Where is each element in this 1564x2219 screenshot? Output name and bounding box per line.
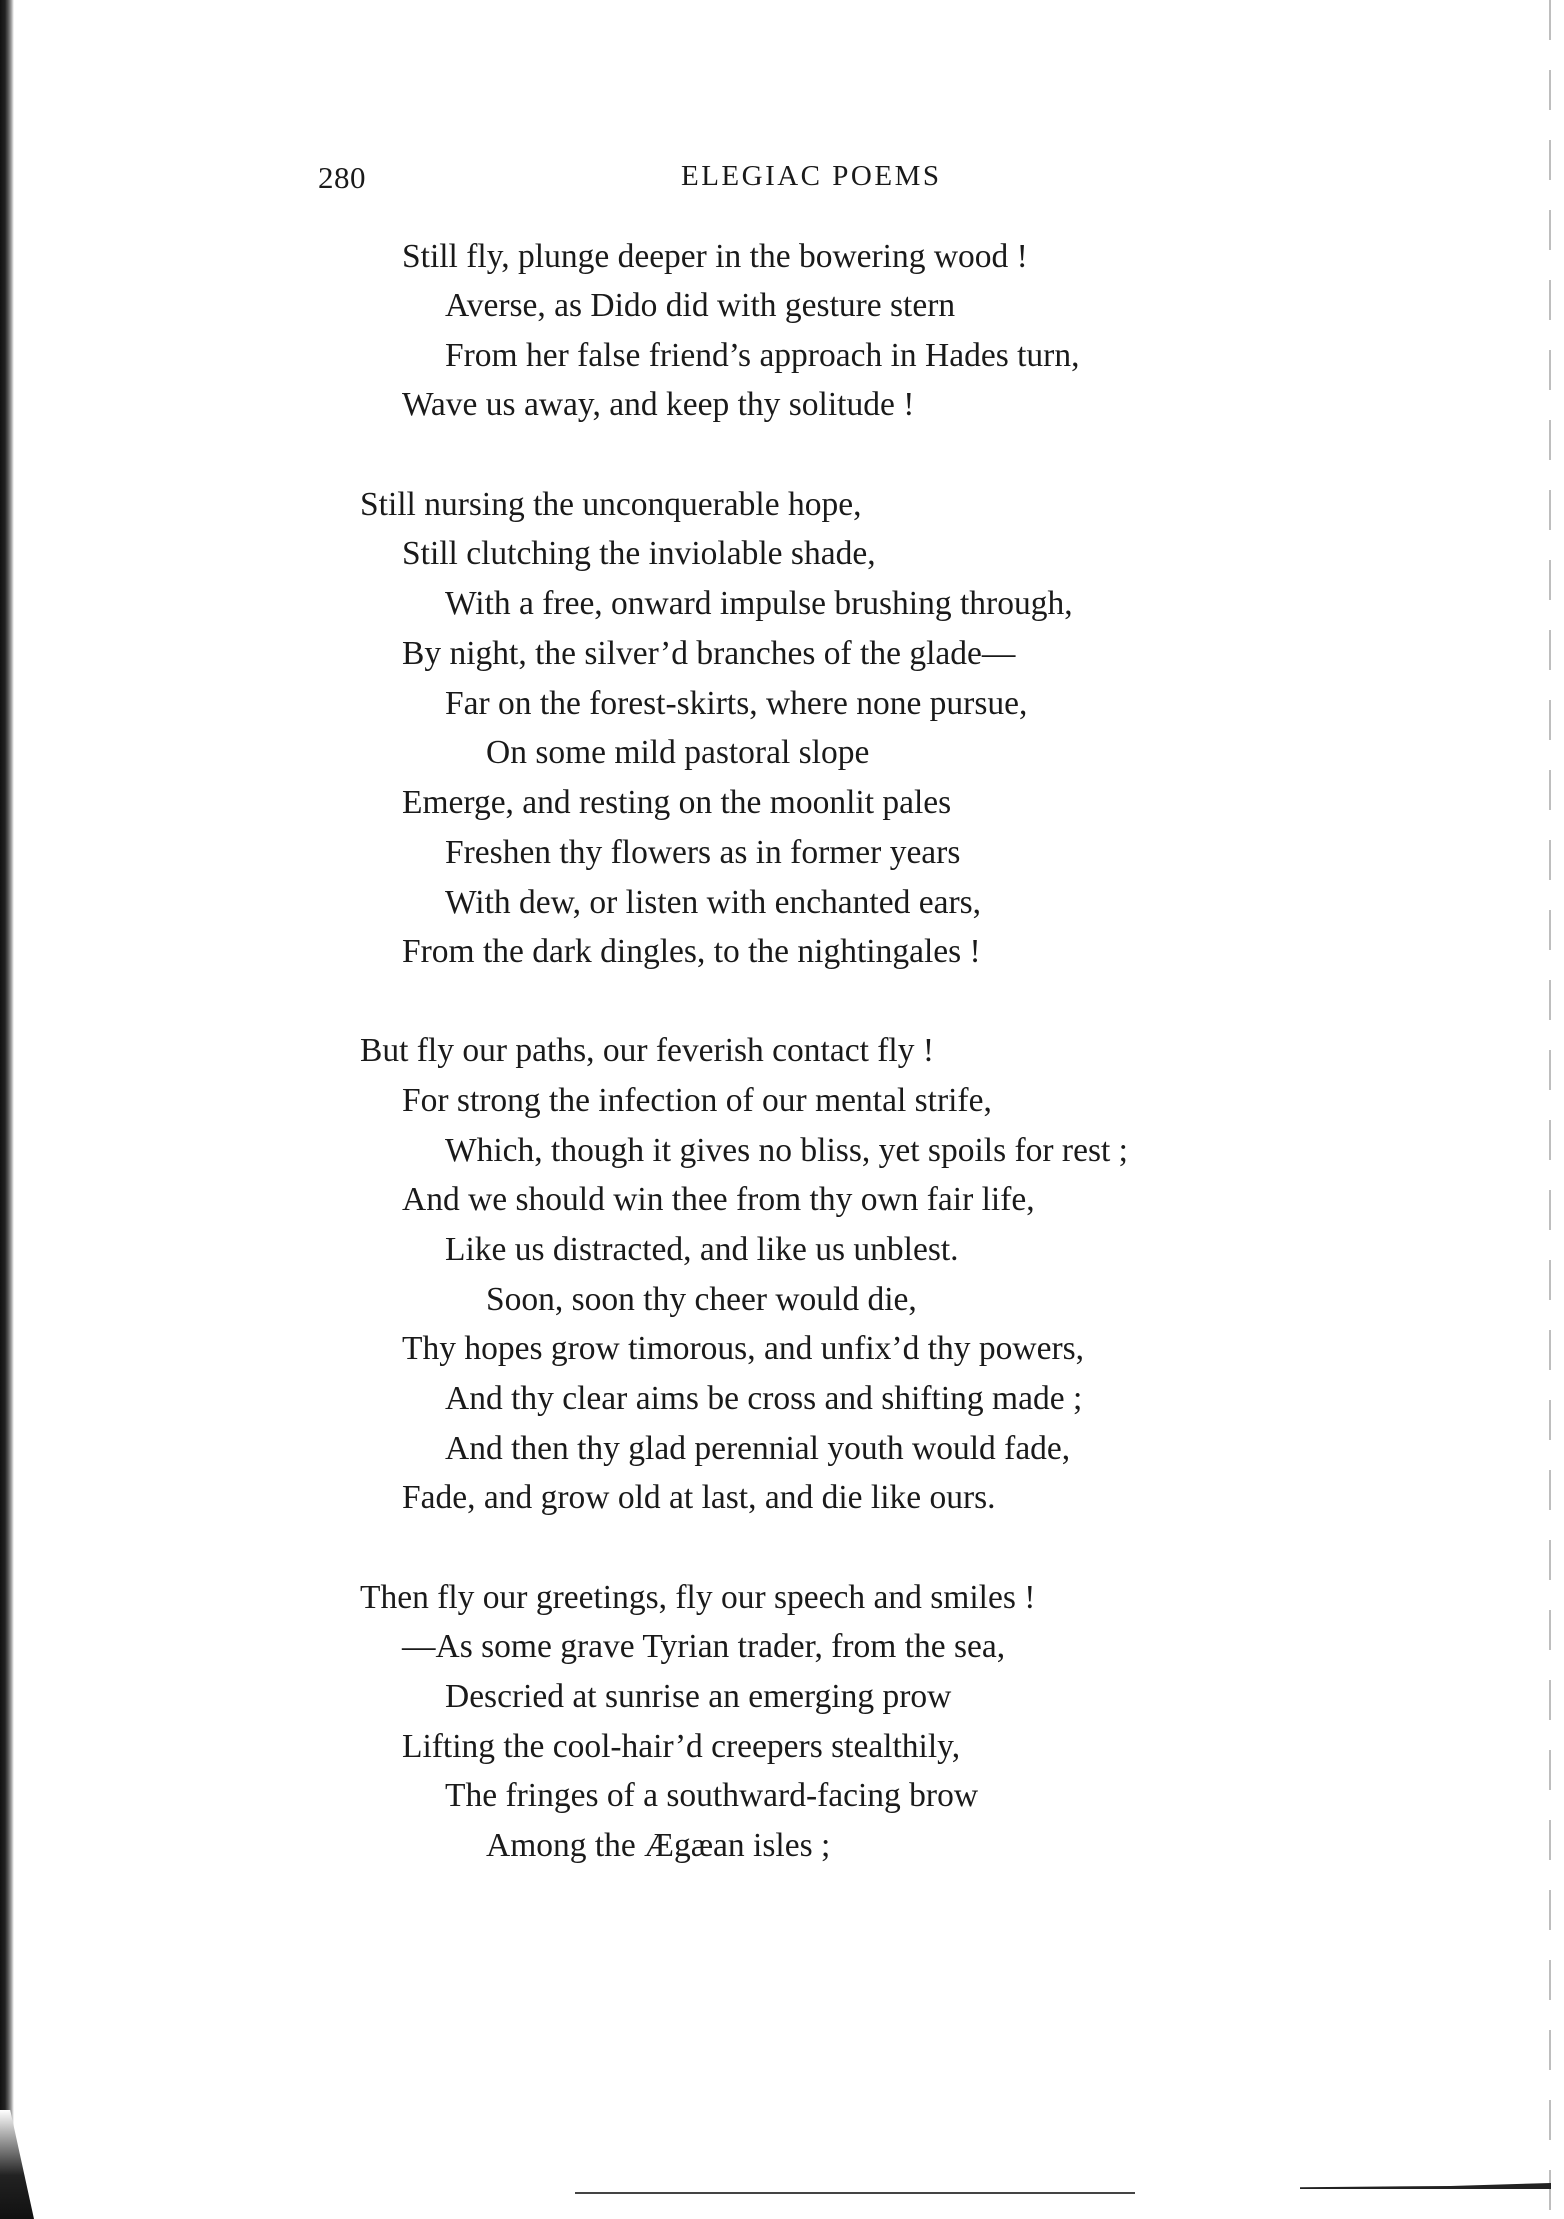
page-binding-shadow [0, 2110, 34, 2219]
poem-line: The fringes of a southward-facing brow [445, 1777, 979, 1814]
page-binding-edge [0, 0, 14, 2219]
poem-line: Like us distracted, and like us unblest. [445, 1231, 959, 1268]
poem-line: And then thy glad perennial youth would fade, [445, 1430, 1071, 1467]
page-number: 280 [318, 160, 366, 195]
poem-line: Which, though it gives no bliss, yet spoils for rest ; [445, 1132, 1128, 1169]
page-corner-shadow [1300, 2183, 1551, 2189]
poem-line: On some mild pastoral slope [486, 734, 870, 771]
running-title: ELEGIAC POEMS [681, 160, 942, 192]
poem-line: From the dark dingles, to the nightingales ! [402, 933, 981, 970]
poem-line: Then fly our greetings, fly our speech and smiles ! [360, 1579, 1036, 1616]
poem-line: Far on the forest-skirts, where none pursue, [445, 685, 1028, 722]
poem-line: For strong the infection of our mental strife, [402, 1082, 992, 1119]
poem-line: But fly our paths, our feverish contact fly ! [360, 1032, 934, 1069]
poem-line: Lifting the cool-hair’d creepers stealthily, [402, 1728, 961, 1765]
poem-line: Soon, soon thy cheer would die, [486, 1281, 917, 1318]
page-bottom-rule [575, 2192, 1135, 2194]
poem-line: Fade, and grow old at last, and die like ours. [402, 1479, 996, 1516]
poem-line: Descried at sunrise an emerging prow [445, 1678, 952, 1715]
poem-line: Still fly, plunge deeper in the bowering wood ! [402, 238, 1028, 275]
poem-line: Still clutching the inviolable shade, [402, 535, 876, 572]
poem-line: Emerge, and resting on the moonlit pales [402, 784, 952, 821]
poem-line: From her false friend’s approach in Hades turn, [445, 337, 1080, 374]
poem-line: Thy hopes grow timorous, and unfix’d thy powers, [402, 1330, 1085, 1367]
poem-line: With a free, onward impulse brushing through, [445, 585, 1073, 622]
poem-line: Still nursing the unconquerable hope, [360, 486, 862, 523]
poem-line: Among the Ægæan isles ; [486, 1827, 831, 1864]
running-head [0, 160, 1564, 200]
poem-line: Wave us away, and keep thy solitude ! [402, 386, 915, 423]
poem-line: Averse, as Dido did with gesture stern [445, 287, 956, 324]
poem-line: And we should win thee from thy own fair life, [402, 1181, 1035, 1218]
poem-line: By night, the silver’d branches of the glade— [402, 635, 1016, 672]
page-right-edge [1549, 0, 1551, 2219]
poem-line: Freshen thy flowers as in former years [445, 834, 961, 871]
poem-line: —As some grave Tyrian trader, from the sea, [402, 1628, 1006, 1665]
poem-line: And thy clear aims be cross and shifting made ; [445, 1380, 1083, 1417]
poem-line: With dew, or listen with enchanted ears, [445, 884, 982, 921]
